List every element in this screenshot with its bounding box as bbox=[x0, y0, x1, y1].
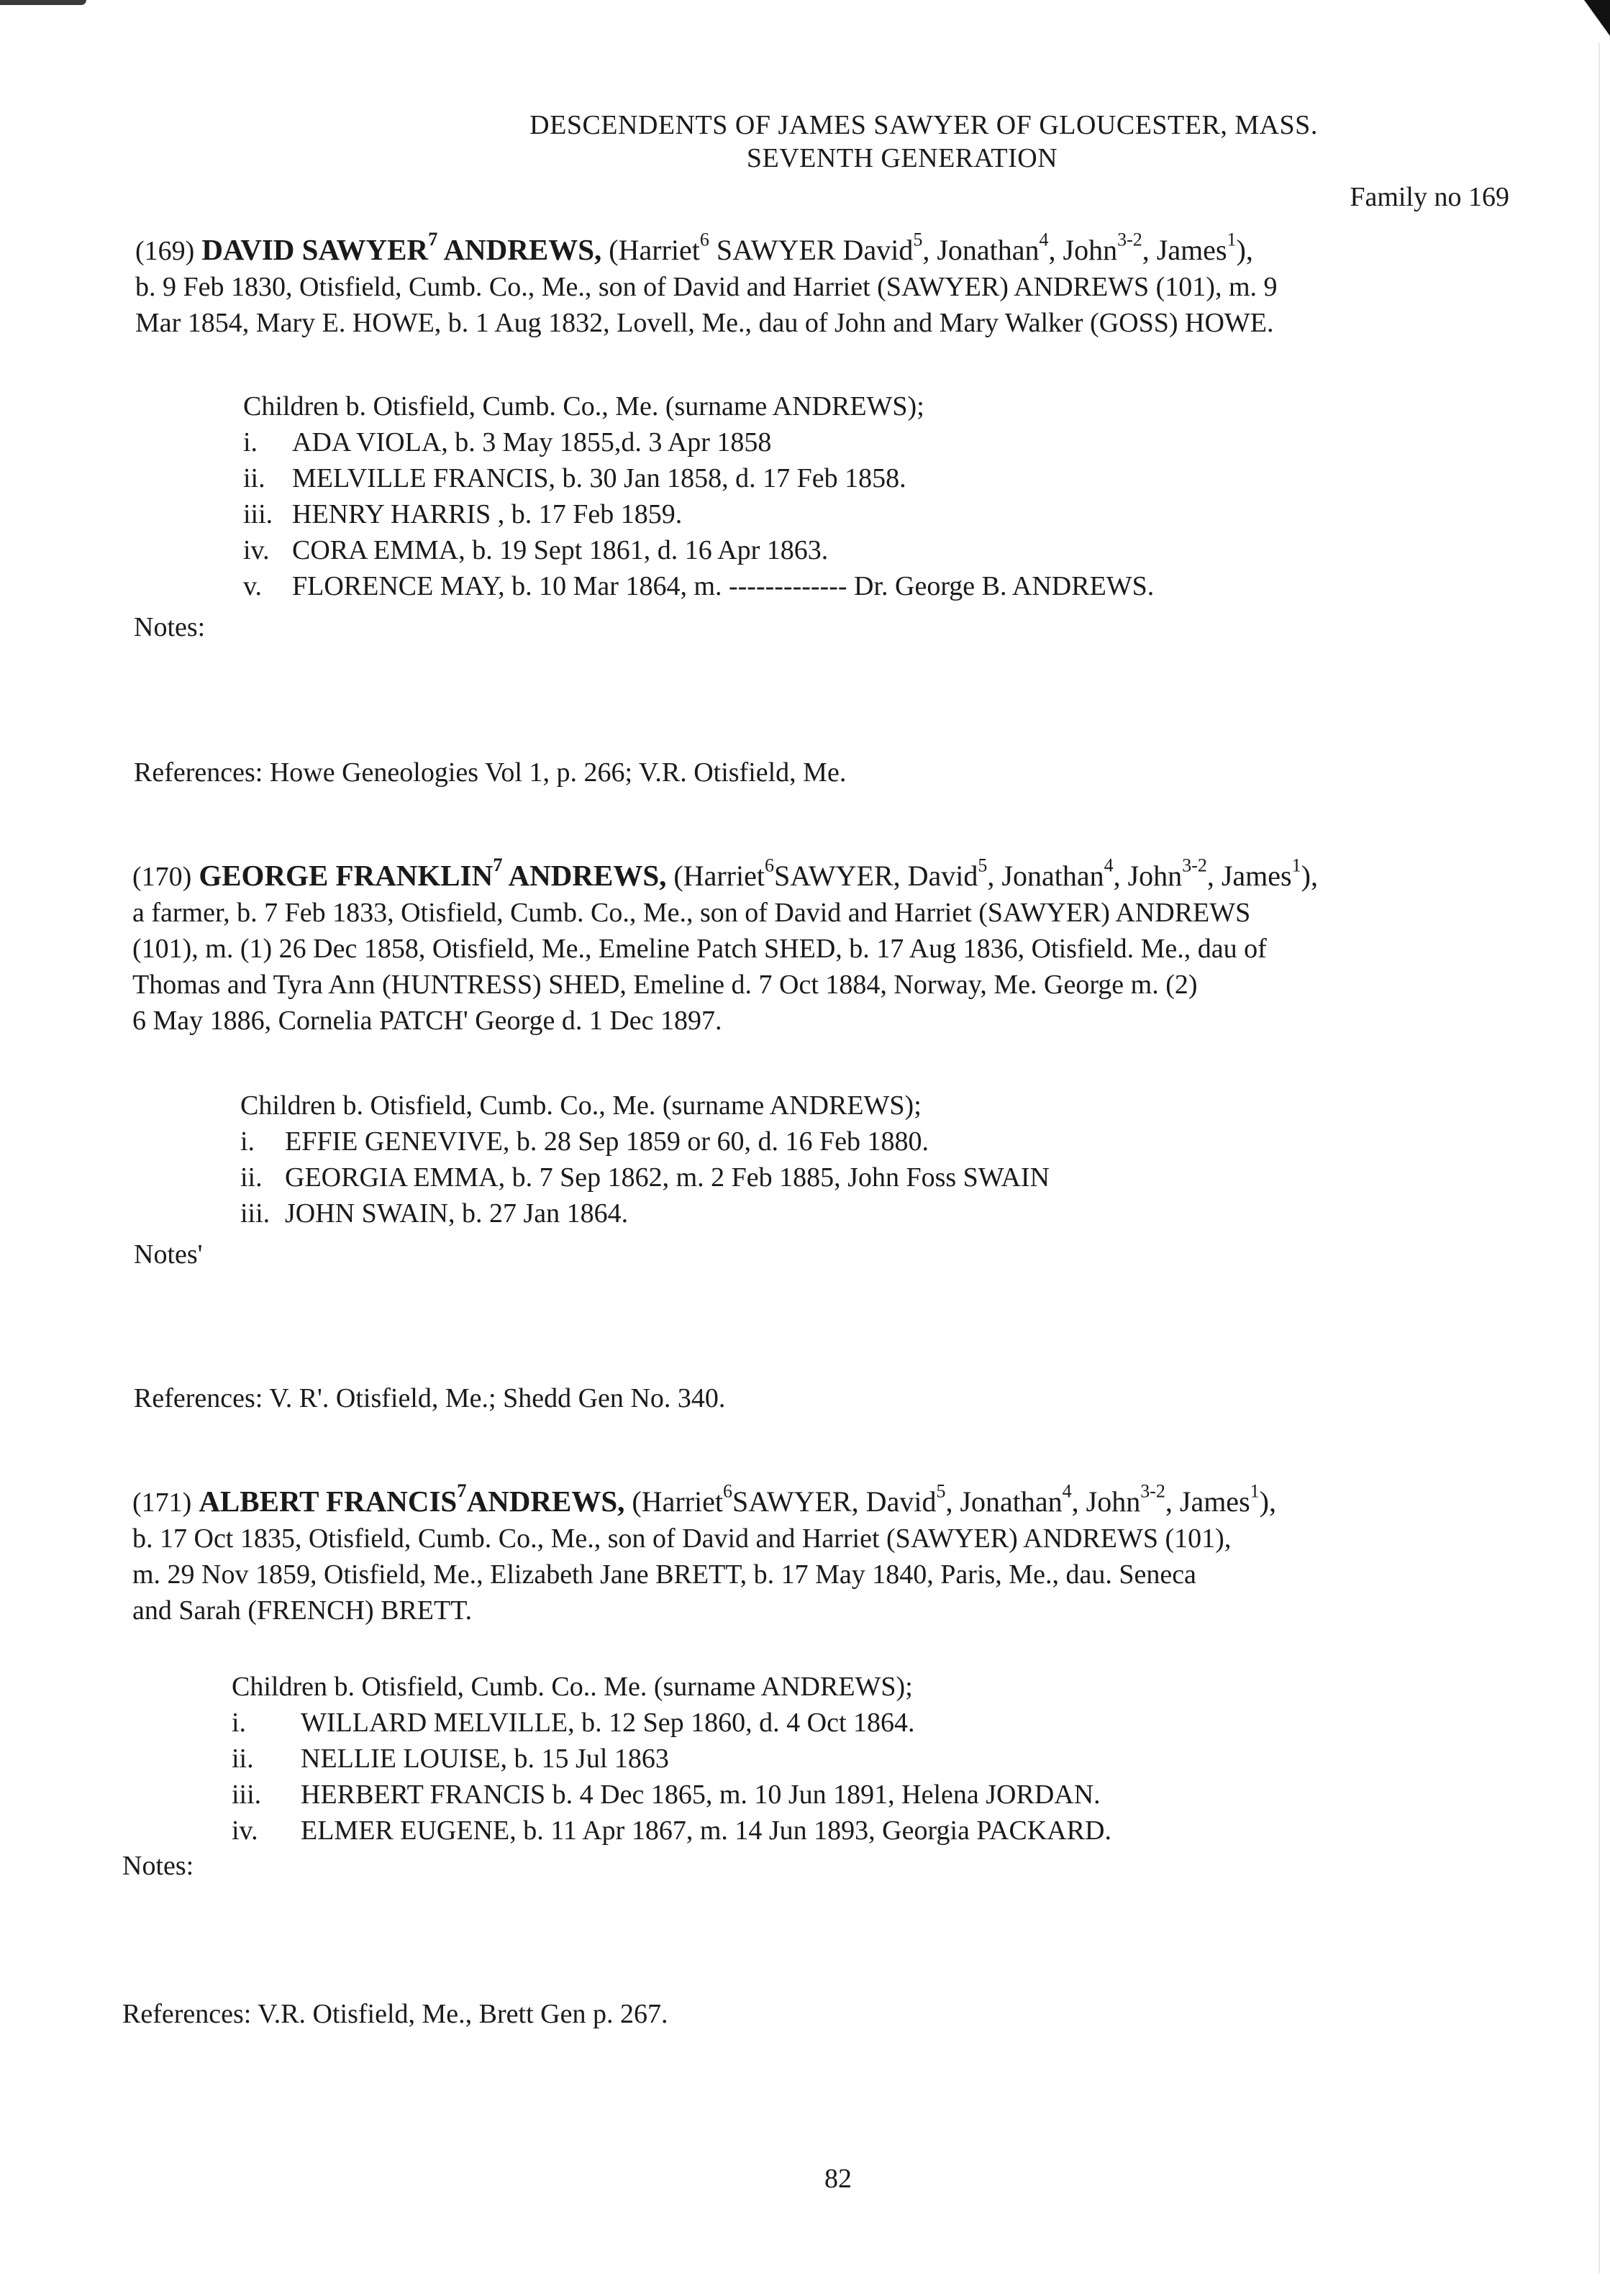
body-line: and Sarah (FRENCH) BRETT. bbox=[132, 1595, 473, 1626]
children-list bbox=[232, 1669, 1111, 1849]
body-line: b. 9 Feb 1830, Otisfield, Cumb. Co., Me., son of David and Harriet (SAWYER) ANDREWS (101), m. 9 bbox=[135, 272, 1278, 302]
list-item: i. EFFIE GENEVIVE, b. 28 Sep 1859 or 60, d. 16 Feb 1880. bbox=[240, 1126, 929, 1157]
lineage: (Harriet$^6$SAWYER, David$^5$, Jonathan$^4$, John$^{3-2}$, James$^1$), bbox=[632, 1480, 1276, 1518]
list-item: i. WILLARD MELVILLE, b. 12 Sep 1860, d. 4 Oct 1864. bbox=[232, 1708, 915, 1738]
children-list bbox=[243, 388, 1154, 604]
scan-artifact bbox=[0, 0, 86, 5]
list-item: ii. GEORGIA EMMA, b. 7 Sep 1862, m. 2 Feb 1885, John Foss SWAIN bbox=[240, 1162, 1050, 1193]
references: References: V. R'. Otisfield, Me.; Shedd Gen No. 340. bbox=[134, 1383, 726, 1413]
entry-body bbox=[135, 269, 1567, 341]
entry-body bbox=[132, 895, 1564, 1039]
lineage: (Harriet$^6$ SAWYER David$^5$, Jonathan$^4$, John$^{3-2}$, James$^1$), bbox=[609, 229, 1253, 266]
list-item: i. ADA VIOLA, b. 3 May 1855,d. 3 Apr 1858 bbox=[243, 427, 772, 457]
person-name: DAVID SAWYER$^7$ ANDREWS, bbox=[201, 228, 602, 266]
entry-heading bbox=[135, 228, 1567, 269]
person-name: ALBERT FRANCIS$^7$ANDREWS, bbox=[199, 1480, 625, 1518]
scan-artifact bbox=[1598, 43, 1600, 2273]
page-title: DESCENDENTS OF JAMES SAWYER OF GLOUCESTER, MASS. bbox=[529, 110, 1318, 140]
list-item: iv. CORA EMMA, b. 19 Sept 1861, d. 16 Apr 1863. bbox=[243, 535, 829, 565]
entry-number: (171) bbox=[132, 1488, 192, 1518]
body-line: Thomas and Tyra Ann (HUNTRESS) SHED, Emeline d. 7 Oct 1884, Norway, Me. George m. (2) bbox=[132, 970, 1198, 1000]
body-line: m. 29 Nov 1859, Otisfield, Me., Elizabeth Jane BRETT, b. 17 May 1840, Paris, Me., dau. Seneca bbox=[132, 1559, 1196, 1590]
page-subtitle: SEVENTH GENERATION bbox=[746, 143, 1058, 173]
scan-artifact bbox=[1584, 0, 1610, 36]
list-item: ii. MELVILLE FRANCIS, b. 30 Jan 1858, d. 17 Feb 1858. bbox=[243, 463, 906, 493]
entry-body bbox=[132, 1521, 1564, 1628]
list-item: ii. NELLIE LOUISE, b. 15 Jul 1863 bbox=[232, 1744, 669, 1774]
list-item: iii. JOHN SWAIN, b. 27 Jan 1864. bbox=[240, 1198, 629, 1229]
children-intro: Children b. Otisfield, Cumb. Co., Me. (surname ANDREWS); bbox=[240, 1090, 922, 1121]
notes-label: Notes: bbox=[122, 1851, 194, 1881]
person-name: GEORGE FRANKLIN$^7$ ANDREWS, bbox=[199, 854, 667, 892]
body-line: (101), m. (1) 26 Dec 1858, Otisfield, Me., Emeline Patch SHED, b. 17 Aug 1836, Otisfield. Me., dau of bbox=[132, 934, 1267, 964]
family-entry-171 bbox=[132, 1480, 1564, 1628]
children-intro: Children b. Otisfield, Cumb. Co.. Me. (surname ANDREWS); bbox=[232, 1672, 913, 1702]
family-number: Family no 169 bbox=[1350, 182, 1509, 212]
notes-label: Notes: bbox=[134, 612, 206, 642]
references: References: V.R. Otisfield, Me., Brett Gen p. 267. bbox=[122, 1999, 668, 2029]
references: References: Howe Geneologies Vol 1, p. 266; V.R. Otisfield, Me. bbox=[134, 757, 847, 788]
body-line: b. 17 Oct 1835, Otisfield, Cumb. Co., Me., son of David and Harriet (SAWYER) ANDREWS (101), bbox=[132, 1523, 1232, 1554]
body-line: 6 May 1886, Cornelia PATCH' George d. 1 Dec 1897. bbox=[132, 1006, 722, 1036]
list-item: v. FLORENCE MAY, b. 10 Mar 1864, m. ------------- Dr. George B. ANDREWS. bbox=[243, 571, 1155, 601]
body-line: a farmer, b. 7 Feb 1833, Otisfield, Cumb. Co., Me., son of David and Harriet (SAWYER) ANDREWS bbox=[132, 898, 1251, 928]
family-entry-169 bbox=[135, 228, 1567, 341]
lineage: (Harriet$^6$SAWYER, David$^5$, Jonathan$^4$, John$^{3-2}$, James$^1$), bbox=[673, 855, 1318, 892]
entry-number: (170) bbox=[132, 862, 192, 892]
notes-label: Notes' bbox=[134, 1239, 203, 1270]
children-intro: Children b. Otisfield, Cumb. Co., Me. (surname ANDREWS); bbox=[243, 391, 924, 422]
body-line: Mar 1854, Mary E. HOWE, b. 1 Aug 1832, Lovell, Me., dau of John and Mary Walker (GOSS) HOWE. bbox=[135, 308, 1274, 338]
list-item: iii. HERBERT FRANCIS b. 4 Dec 1865, m. 10 Jun 1891, Helena JORDAN. bbox=[232, 1780, 1101, 1810]
list-item: iv. ELMER EUGENE, b. 11 Apr 1867, m. 14 Jun 1893, Georgia PACKARD. bbox=[232, 1816, 1111, 1846]
page-number: 82 bbox=[824, 2164, 852, 2194]
entry-heading bbox=[132, 1480, 1564, 1521]
entry-number: (169) bbox=[135, 236, 195, 266]
family-entry-170 bbox=[132, 854, 1564, 1039]
children-list bbox=[240, 1088, 1050, 1231]
entry-heading bbox=[132, 854, 1564, 895]
list-item: iii. HENRY HARRIS , b. 17 Feb 1859. bbox=[243, 499, 683, 529]
